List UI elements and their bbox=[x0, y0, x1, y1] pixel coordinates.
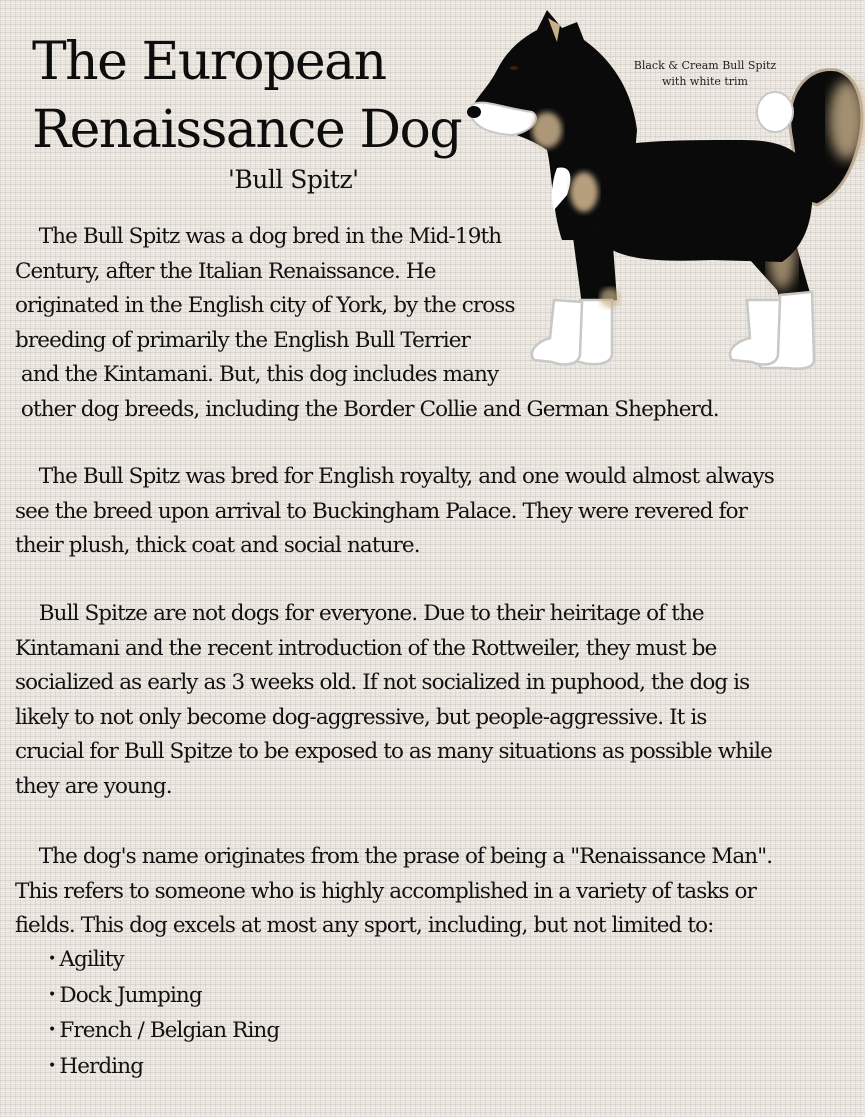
sport-item-herding: • Herding bbox=[48, 1049, 279, 1085]
text-line: their plush, thick coat and social nature. bbox=[15, 533, 420, 558]
text-line: fields. This dog excels at most any sport, including, but not limited to: bbox=[15, 913, 714, 938]
illustration-caption bbox=[620, 58, 790, 90]
text-line: breeding of primarily the English Bull Terrier bbox=[15, 327, 470, 353]
title-line-1: The European bbox=[32, 32, 386, 92]
title-line-2: Renaissance Dog bbox=[32, 100, 462, 160]
text-line: see the breed upon arrival to Buckingham Palace. They were revered for bbox=[15, 498, 748, 524]
sport-item-ring: • French / Belgian Ring bbox=[48, 1013, 279, 1049]
text-line: Bull Spitze are not dogs for everyone. Due to their heiritage of the bbox=[15, 601, 704, 626]
text-line: Kintamani and the recent introduction of the Rottweiler, they must be bbox=[15, 635, 717, 661]
sports-list bbox=[48, 942, 279, 1084]
text-line: crucial for Bull Spitze to be exposed to as many situations as possible while bbox=[15, 739, 772, 764]
page-title bbox=[32, 28, 461, 164]
text-line: and the Kintamani. But, this dog includes many bbox=[15, 362, 499, 387]
sport-item-dock-jumping: • Dock Jumping bbox=[48, 978, 279, 1014]
text-line: Century, after the Italian Renaissance. He bbox=[15, 258, 436, 284]
paragraph-history bbox=[15, 220, 719, 427]
text-line: The dog's name originates from the prase of being a "Renaissance Man". bbox=[15, 844, 773, 869]
caption-line-1: Black & Cream Bull Spitz bbox=[633, 59, 777, 72]
sport-item-agility: • Agility bbox=[48, 942, 279, 978]
text-line: likely to not only become dog-aggressive, but people-aggressive. It is bbox=[15, 704, 707, 730]
text-line: they are young. bbox=[15, 773, 172, 799]
paragraph-name-origin bbox=[15, 840, 772, 944]
text-line: originated in the English city of York, by the cross bbox=[15, 293, 515, 318]
text-line: This refers to someone who is highly accomplished in a variety of tasks or bbox=[15, 878, 756, 904]
paragraph-royalty bbox=[15, 460, 774, 564]
breed-subtitle: 'Bull Spitz' bbox=[228, 165, 359, 194]
text-line: socialized as early as 3 weeks old. If not socialized in puphood, the dog is bbox=[15, 670, 750, 695]
caption-line-2: with white trim bbox=[661, 75, 748, 88]
paragraph-temperament bbox=[15, 597, 772, 804]
text-line: The Bull Spitz was bred for English royalty, and one would almost always bbox=[15, 464, 774, 489]
text-line: other dog breeds, including the Border Collie and German Shepherd. bbox=[15, 396, 719, 422]
text-line: The Bull Spitz was a dog bred in the Mid-19th bbox=[15, 224, 502, 249]
